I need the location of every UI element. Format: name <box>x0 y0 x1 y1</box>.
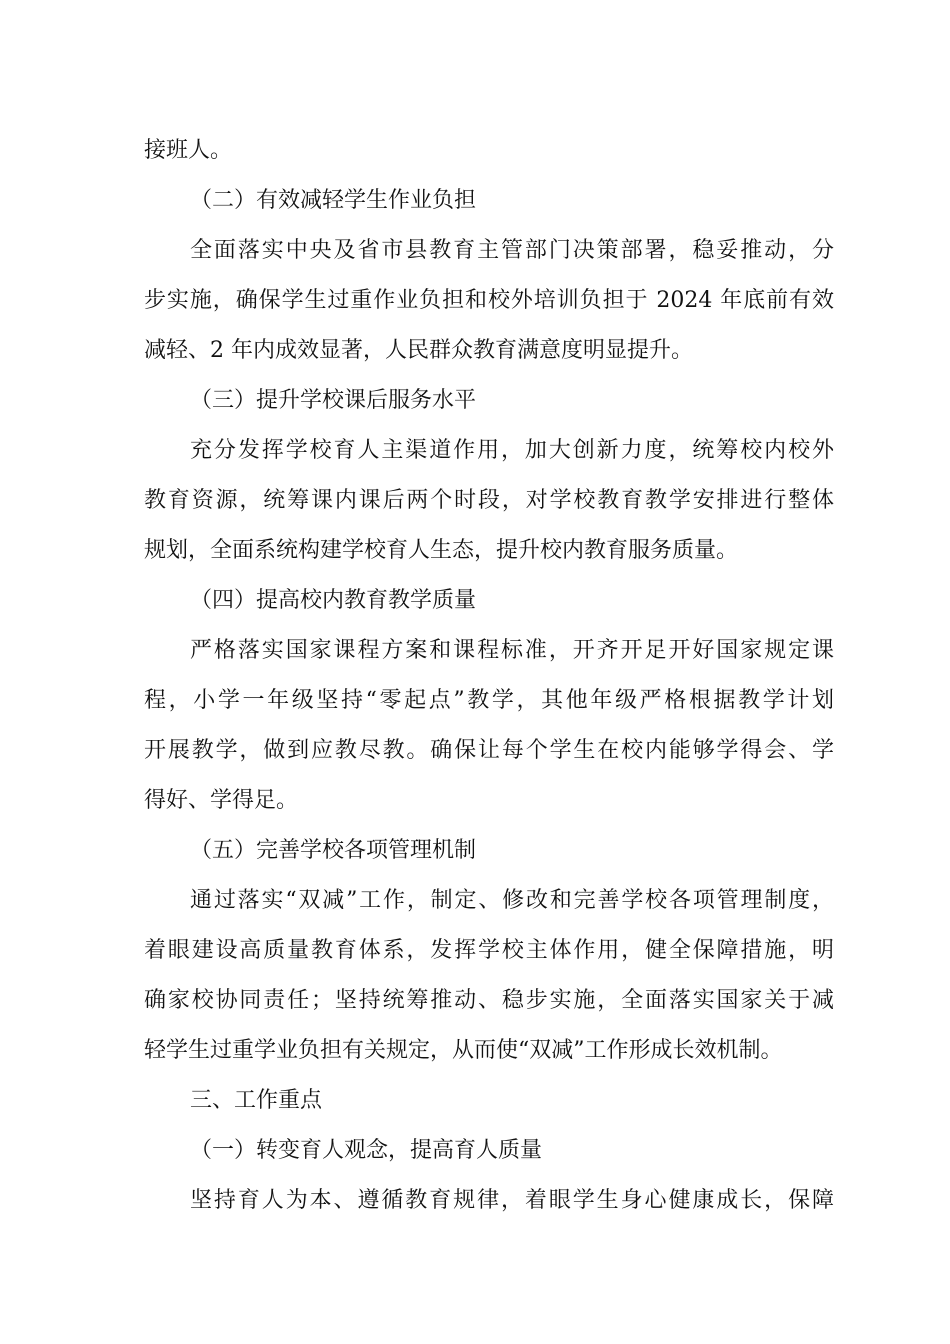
paragraph-line: 步实施，确保学生过重作业负担和校外培训负担于 2024 年底前有效 <box>144 288 834 313</box>
paragraph-line: 全面落实中央及省市县教育主管部门决策部署，稳妥推动，分 <box>190 238 834 263</box>
section-heading-3: （三）提升学校课后服务水平 <box>190 388 477 413</box>
paragraph-line: 程，小学一年级坚持“零起点”教学，其他年级严格根据教学计划 <box>144 688 834 713</box>
section-heading-1: （一）转变育人观念，提高育人质量 <box>190 1138 543 1163</box>
document-body <box>144 126 834 1226</box>
paragraph-line: 开展教学，做到应教尽教。确保让每个学生在校内能够学得会、学 <box>144 738 834 763</box>
paragraph-line: 通过落实“双减”工作，制定、修改和完善学校各项管理制度， <box>190 888 834 913</box>
paragraph-line: 得好、学得足。 <box>144 788 299 813</box>
paragraph-line: 严格落实国家课程方案和课程标准，开齐开足开好国家规定课 <box>190 638 834 663</box>
section-heading-5: （五）完善学校各项管理机制 <box>190 838 477 863</box>
paragraph-line: 确家校协同责任；坚持统筹推动、稳步实施，全面落实国家关于减 <box>144 988 834 1013</box>
paragraph-line: 坚持育人为本、遵循教育规律，着眼学生身心健康成长，保障 <box>190 1188 834 1213</box>
chapter-heading-3: 三、工作重点 <box>190 1088 323 1113</box>
paragraph-line: 教育资源，统筹课内课后两个时段，对学校教育教学安排进行整体 <box>144 488 834 513</box>
section-heading-2: （二）有效减轻学生作业负担 <box>190 188 477 213</box>
paragraph-line: 着眼建设高质量教育体系，发挥学校主体作用，健全保障措施，明 <box>144 938 834 963</box>
section-heading-4: （四）提高校内教育教学质量 <box>190 588 477 613</box>
paragraph-line: 轻学生过重学业负担有关规定，从而使“双减”工作形成长效机制。 <box>144 1038 783 1063</box>
paragraph-continuation-line: 接班人。 <box>144 138 233 163</box>
paragraph-line: 充分发挥学校育人主渠道作用，加大创新力度，统筹校内校外 <box>190 438 834 463</box>
paragraph-line: 减轻、2 年内成效显著，人民群众教育满意度明显提升。 <box>144 338 693 363</box>
paragraph-line: 规划，全面系统构建学校育人生态，提升校内教育服务质量。 <box>144 538 739 563</box>
